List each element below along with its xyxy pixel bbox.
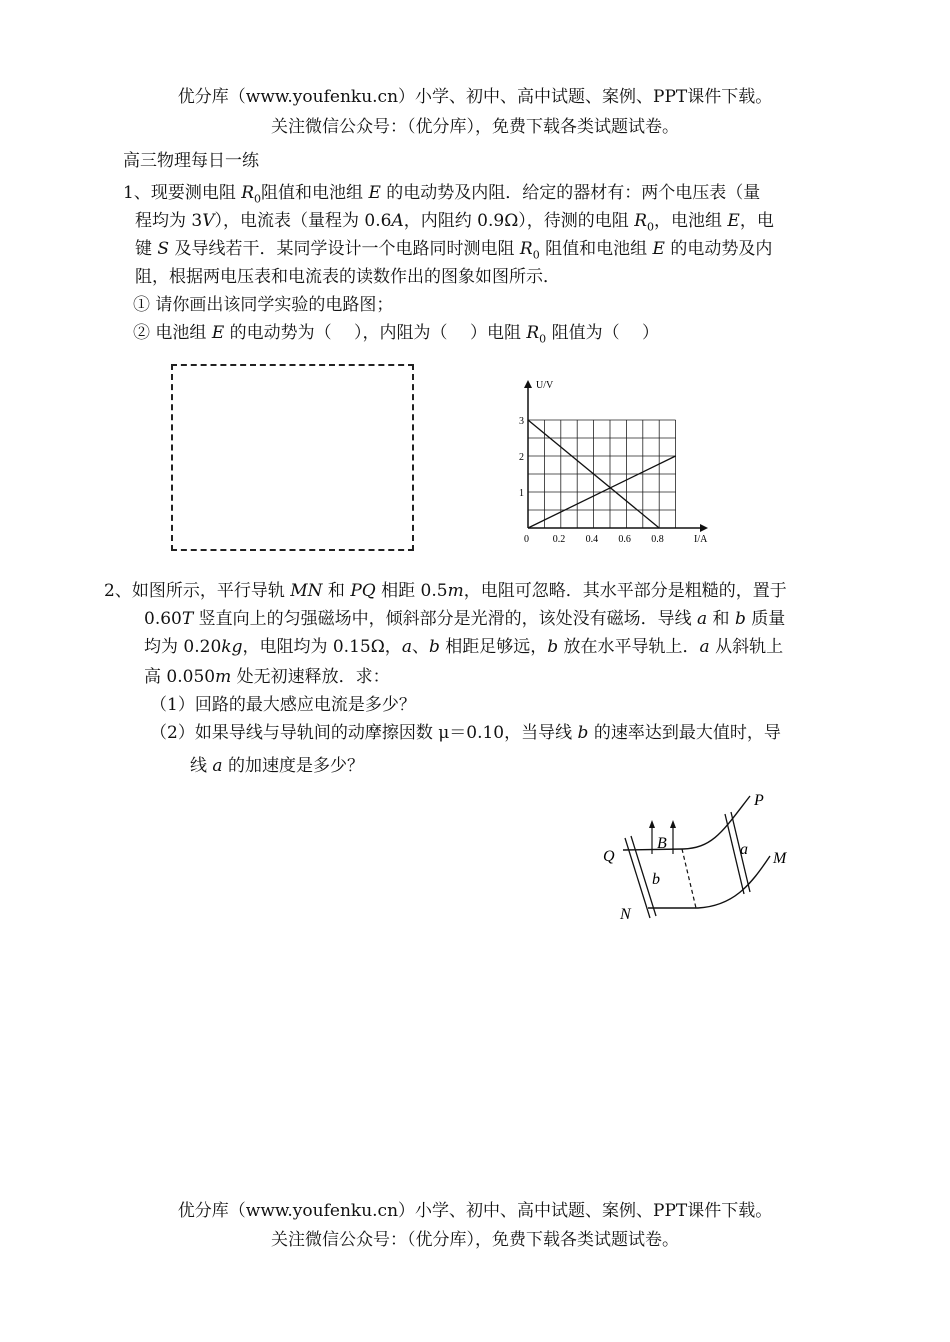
q2-line-3: 均为 0.20kg，电阻均为 0.15Ω，a、b 相距足够远，b 放在水平导轨上．a 从斜轨上	[144, 637, 784, 657]
label-b: b	[652, 871, 660, 888]
rail-diagram	[598, 786, 808, 926]
q2-line-1: 2、如图所示，平行导轨 MN 和 PQ 相距 0.5m，电阻可忽略．其水平部分是粗糙的，置于	[104, 581, 787, 601]
x-tick-label: 0	[524, 534, 529, 545]
x-axis-arrow	[700, 524, 708, 532]
chart-grid	[528, 420, 676, 528]
q2-line-4: 高 0.050m 处无初速释放．求：	[144, 667, 390, 687]
q1-line-3: 键 S 及导线若干．某同学设计一个电路同时测电阻 $R_0$ 阻值和电池组 E 的电动势及内	[135, 239, 773, 262]
footer-line-2: 关注微信公众号：（优分库），免费下载各类试题试卷。	[271, 1230, 679, 1250]
footer-line-1: 优分库（www.youfenku.cn）小学、初中、高中试题、案例、PPT课件下载。	[177, 1201, 773, 1221]
x-tick-label: 0.8	[651, 534, 664, 545]
x-tick-label: 0.4	[585, 534, 599, 545]
label-Q: Q	[603, 848, 615, 865]
q1-line-2: 程均为 3V），电流表（量程为 0.6A，内阻约 0.9Ω），待测的电阻 $R_0$，电池组 E，电	[135, 211, 774, 234]
q1-line-4: 阻，根据两电压表和电流表的读数作出的图象如图所示．	[135, 267, 560, 287]
y-tick-label: 3	[519, 416, 524, 427]
rail-qp	[623, 796, 750, 850]
circuit-answer-box	[171, 364, 414, 551]
boundary-dashed-line	[682, 849, 696, 908]
header-line-1: 优分库（www.youfenku.cn）小学、初中、高中试题、案例、PPT课件下载。	[177, 87, 773, 107]
x-tick-label: 0.2	[552, 534, 566, 545]
q2-sub-1: （1）回路的最大感应电流是多少？	[150, 695, 416, 715]
x-axis-label: I/A	[694, 534, 708, 545]
q1-sub-2: ② 电池组 E 的电动势为（ ），内阻为（ ）电阻 $R_0$ 阻值为（ ）	[133, 323, 659, 346]
header-line-2: 关注微信公众号：（优分库），免费下载各类试题试卷。	[271, 117, 679, 137]
q2-sub-3: 线 a 的加速度是多少？	[190, 756, 364, 776]
ui-chart	[508, 372, 728, 552]
page-title: 高三物理每日一练	[123, 151, 259, 171]
label-N: N	[620, 906, 631, 923]
q1-sub-1: ① 请你画出该同学实验的电路图；	[133, 295, 394, 315]
label-P: P	[754, 792, 764, 809]
y-tick-label: 1	[519, 488, 524, 499]
label-a: a	[740, 841, 748, 858]
label-B: B	[657, 835, 667, 852]
q2-sub-2: （2）如果导线与导轨间的动摩擦因数 μ＝0.10，当导线 b 的速率达到最大值时，导	[150, 723, 781, 743]
rail-nm	[648, 856, 770, 908]
y-tick-label: 2	[519, 452, 524, 463]
q2-line-2: 0.60T 竖直向上的匀强磁场中，倾斜部分是光滑的，该处没有磁场．导线 a 和 b 质量	[144, 609, 786, 629]
x-tick-label: 0.6	[618, 534, 631, 545]
y-axis-label: U/V	[536, 380, 554, 391]
label-M: M	[773, 850, 787, 867]
y-axis-arrow	[524, 380, 532, 388]
q1-line-1: 1、现要测电阻 $R_0$阻值和电池组 E 的电动势及内阻．给定的器材有：两个电压表（量	[123, 183, 761, 206]
